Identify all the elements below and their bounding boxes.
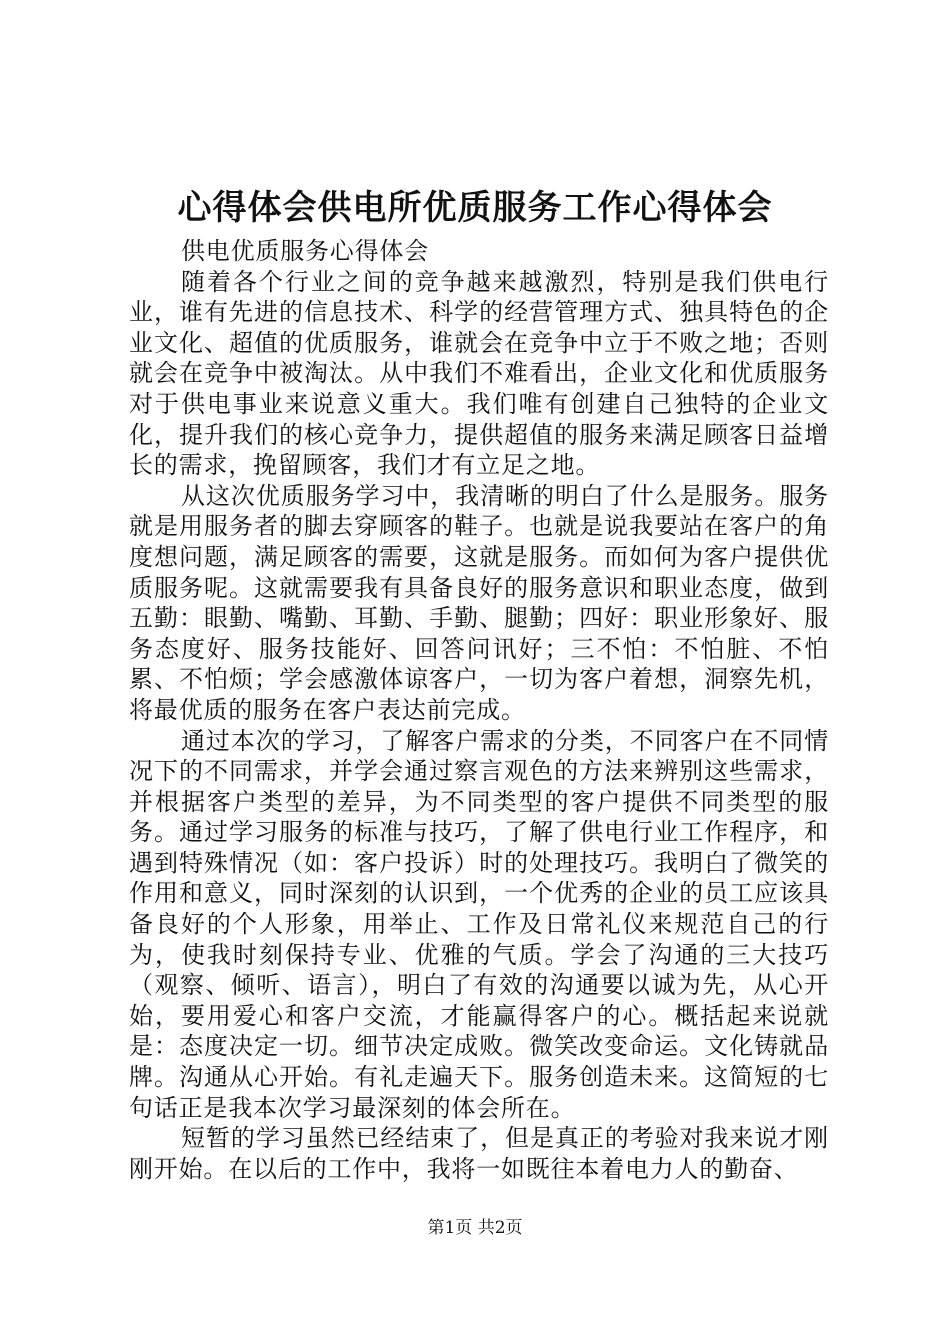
document-subtitle: 供电优质服务心得体会 bbox=[181, 237, 429, 265]
page-footer: 第1页 共2页 bbox=[427, 1218, 523, 1238]
document-body bbox=[129, 236, 829, 1184]
document-title: 心得体会供电所优质服务工作心得体会 bbox=[177, 188, 773, 228]
paragraph-1: 随着各个行业之间的竞争越来越激烈，特别是我们供电行业，谁有先进的信息技术、科学的经营管理方式、独具特色的企业文化、超值的优质服务，谁就会在竞争中立于不败之地；否则就会在竞争中被淘汰。从中我们不难看出，企业文化和优质服务对于供电事业来说意义重大。我们唯有创建自己独特的企业文化，提升我们的核心竞争力，提供超值的服务来满足顾客日益增长的需求，挽留顾客，我们才有立足之地。 bbox=[129, 267, 829, 480]
paragraph-4: 短暂的学习虽然已经结束了，但是真正的考验对我来说才刚刚开始。在以后的工作中，我将一如既往本着电力人的勤奋、 bbox=[129, 1124, 829, 1183]
paragraph-2: 从这次优质服务学习中，我清晰的明白了什么是服务。服务就是用服务者的脚去穿顾客的鞋子。也就是说我要站在客户的角度想问题，满足顾客的需要，这就是服务。而如何为客户提供优质服务呢。这就需要我有具备良好的服务意识和职业态度，做到五勤：眼勤、嘴勤、耳勤、手勤、腿勤；四好：职业形象好、服务态度好、服务技能好、回答问讯好；三不怕：不怕脏、不怕累、不怕烦；学会感激体谅客户，一切为客户着想，洞察先机，将最优质的服务在客户表达前完成。 bbox=[129, 481, 829, 724]
paragraph-3: 通过本次的学习，了解客户需求的分类，不同客户在不同情况下的不同需求，并学会通过察言观色的方法来辨别这些需求，并根据客户类型的差异，为不同类型的客户提供不同类型的服务。通过学习服务的标准与技巧，了解了供电行业工作程序，和遇到特殊情况（如：客户投诉）时的处理技巧。我明白了微笑的作用和意义，同时深刻的认识到，一个优秀的企业的员工应该具备良好的个人形象，用举止、工作及日常礼仪来规范自己的行为，使我时刻保持专业、优雅的气质。学会了沟通的三大技巧（观察、倾听、语言），明白了有效的沟通要以诚为先，从心开始，要用爱心和客户交流，才能赢得客户的心。概括起来说就是：态度决定一切。细节决定成败。微笑改变命运。文化铸就品牌。沟通从心开始。有礼走遍天下。服务创造未来。这简短的七句话正是我本次学习最深刻的体会所在。 bbox=[129, 726, 829, 1122]
